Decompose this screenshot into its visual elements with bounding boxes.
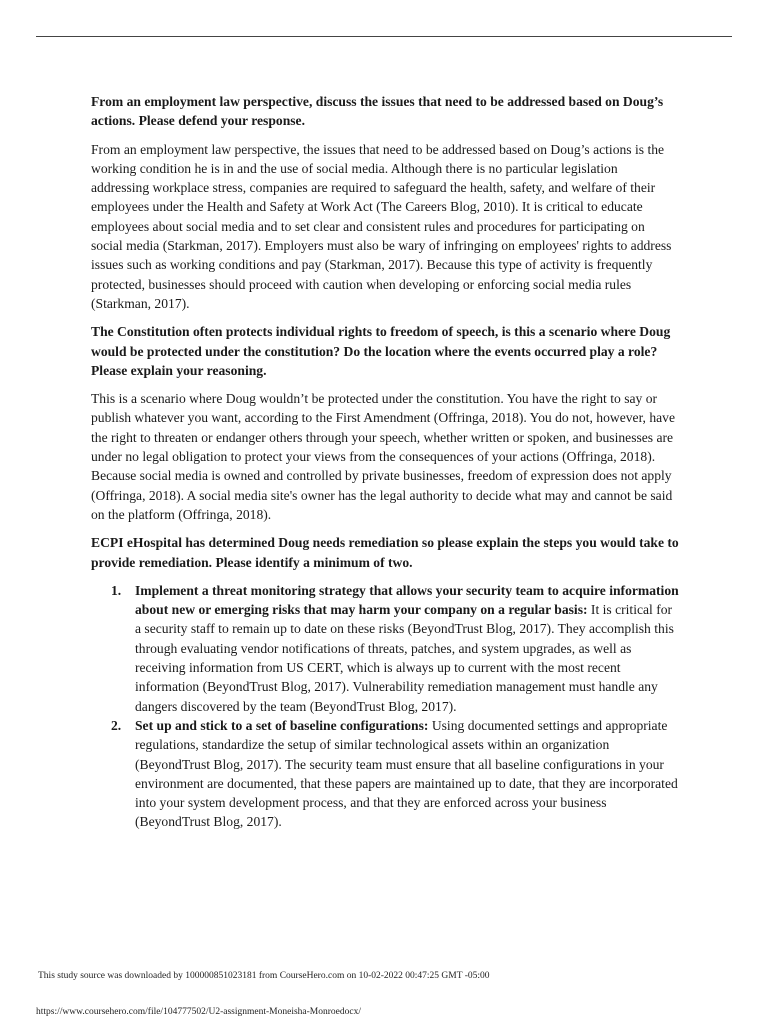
remediation-step-1 [91, 581, 679, 716]
question-3: ECPI eHospital has determined Doug needs remediation so please explain the steps you would take to provide remediation. Please identify a minimum of two. [91, 535, 679, 570]
document-body [91, 92, 679, 832]
remediation-steps-list [91, 581, 679, 832]
question-1: From an employment law perspective, discuss the issues that need to be addressed based on Doug’s actions. Please defend your response. [91, 94, 664, 129]
step-text: Using documented settings and appropriate regulations, standardize the setup of similar technological assets within an organization (BeyondTrust Blog, 2017). The security team must ensure that all baseline configurations in your environment are documented, that these papers are maintained up to date, that they are incorporated into your system development process, and that they are enforced across your business (BeyondTrust Blog, 2017). [135, 717, 678, 830]
step-title: Set up and stick to a set of baseline configurations: [135, 717, 429, 733]
step-text: It is critical for a security staff to remain up to date on these risks (BeyondTrust Blog, 2017). They accomplish this through evaluating vendor notifications of threats, patches, and system upgrades, as well as receiving information from US CERT, which is always up to current with the most recent information (BeyondTrust Blog, 2017). Vulnerability remediation management must handle any dangers discovered by the team (BeyondTrust Blog, 2017). [135, 602, 674, 714]
step-number: 1. [111, 582, 122, 598]
source-url[interactable]: https://www.coursehero.com/file/104777502/U2-assignment-Moneisha-Monroedocx/ [36, 1007, 361, 1017]
question-2: The Constitution often protects individual rights to freedom of speech, is this a scenario where Doug would be protected under the constitution? Do the location where the events occurred play a role? Please explain your reasoning. [91, 324, 671, 378]
answer-1: From an employment law perspective, the issues that need to be addressed based on Doug’s actions is the working condition he is in and the use of social media. Although there is no particular legislation addressing workplace stress, companies are required to safeguard the health, safety, and welfare of their employees under the Health and Safety at Work Act (The Careers Blog, 2010). It is critical to educate employees about social media and to set clear and consistent rules and procedures for participating on social media (Starkman, 2017). Employers must also be wary of infringing on employees' rights to address issues such as working conditions and pay (Starkman, 2017). Because this type of activity is frequently protected, businesses should proceed with caution when developing or enforcing social media rules (Starkman, 2017). [91, 141, 672, 311]
answer-2: This is a scenario where Doug wouldn’t be protected under the constitution. You have the right to say or publish whatever you want, according to the First Amendment (Offringa, 2018). You do not, however, have the right to threaten or endanger others through your speech, whether written or spoken, and businesses are under no legal obligation to protect your views from the consequences of your actions (Offringa, 2018). Because social media is owned and controlled by private businesses, freedom of expression does not apply (Offringa, 2018). A social media site's owner has the legal authority to decide what may and cannot be said on the platform (Offringa, 2018). [91, 391, 676, 522]
step-title: Implement a threat monitoring strategy that allows your security team to acquire information about new or emerging risks that may harm your company on a regular basis: [135, 582, 679, 618]
download-note: This study source was downloaded by 100000851023181 from CourseHero.com on 10-02-2022 00:47:25 GMT -05:00 [38, 971, 490, 981]
remediation-step-2 [91, 716, 679, 832]
top-rule [36, 36, 732, 37]
step-number: 2. [111, 717, 122, 733]
